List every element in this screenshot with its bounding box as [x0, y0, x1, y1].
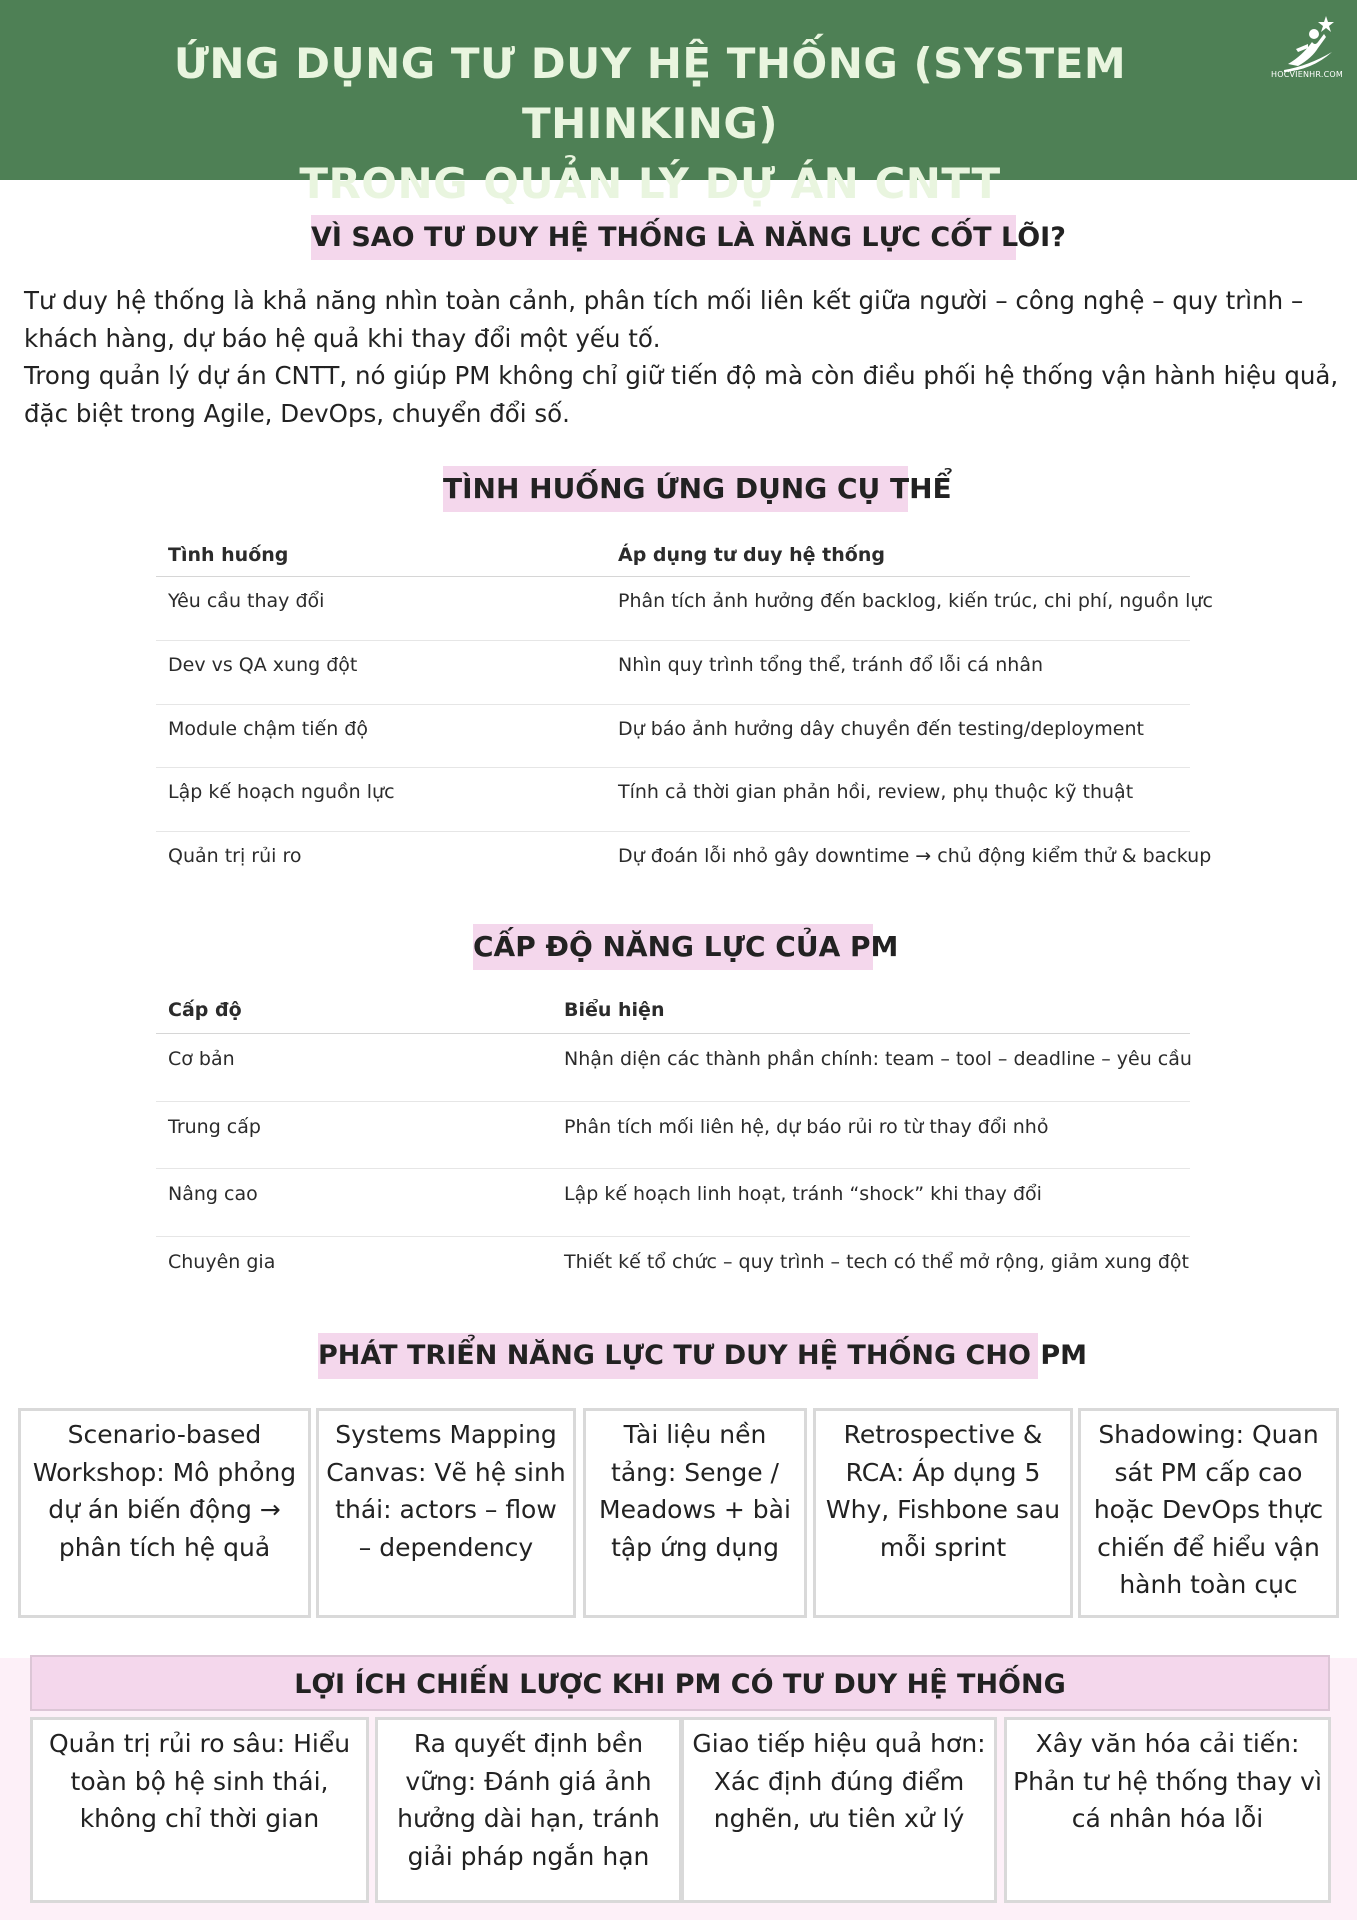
title-line-1: ỨNG DỤNG TƯ DUY HỆ THỐNG (SYSTEM THINKING): [173, 39, 1127, 148]
table-cell: Quản trị rủi ro: [168, 845, 302, 868]
table-row: [156, 1169, 1190, 1237]
levels-table: [156, 982, 1190, 1304]
table-cell: Chuyên gia: [168, 1250, 276, 1273]
table-cell: Lập kế hoạch nguồn lực: [168, 781, 395, 804]
table-row: [156, 1034, 1190, 1102]
table-header-row: [156, 530, 1190, 577]
benefit-card: Ra quyết định bền vững: Đánh giá ảnh hưởng dài hạn, tránh giải pháp ngắn hạn: [375, 1717, 682, 1903]
table-cell: Trung cấp: [168, 1115, 261, 1138]
table-cell: Thiết kế tổ chức – quy trình – tech có thể mở rộng, giảm xung đột: [564, 1250, 1189, 1273]
benefit-card: Giao tiếp hiệu quả hơn: Xác định đúng điểm nghẽn, ưu tiên xử lý: [681, 1717, 997, 1903]
develop-card: Tài liệu nền tảng: Senge / Meadows + bài tập ứng dụng: [583, 1408, 807, 1618]
levels-heading: CẤP ĐỘ NĂNG LỰC CỦA PM: [473, 924, 873, 970]
table-cell: Dev vs QA xung đột: [168, 653, 358, 676]
table-cell: Nâng cao: [168, 1183, 258, 1206]
why-heading: VÌ SAO TƯ DUY HỆ THỐNG LÀ NĂNG LỰC CỐT LÕI?: [311, 215, 1016, 260]
benefit-card: Xây văn hóa cải tiến: Phản tư hệ thống thay vì cá nhân hóa lỗi: [1004, 1717, 1331, 1903]
benefit-card: Quản trị rủi ro sâu: Hiểu toàn bộ hệ sinh thái, không chỉ thời gian: [30, 1717, 369, 1903]
develop-card: Shadowing: Quan sát PM cấp cao hoặc DevOps thực chiến để hiểu vận hành toàn cục: [1078, 1408, 1339, 1618]
table-cell: Phân tích mối liên hệ, dự báo rủi ro từ thay đổi nhỏ: [564, 1115, 1049, 1138]
situations-heading: TÌNH HUỐNG ỨNG DỤNG CỤ THỂ: [443, 466, 908, 512]
intro-paragraph-1: Tư duy hệ thống là khả năng nhìn toàn cảnh, phân tích mối liên kết giữa người – công nghệ – quy trình – khách hàng, dự báo hệ quả khi thay đổi một yếu tố.: [24, 286, 1304, 353]
logo-text: HOCVIENHR.COM: [1271, 70, 1343, 79]
table-cell: Nhận diện các thành phần chính: team – tool – deadline – yêu cầu: [564, 1048, 1192, 1070]
develop-heading: PHÁT TRIỂN NĂNG LỰC TƯ DUY HỆ THỐNG CHO PM: [318, 1333, 1038, 1379]
table-row: [156, 1237, 1190, 1305]
intro-text: [24, 282, 1339, 432]
table-row: [156, 705, 1190, 769]
develop-card: Retrospective & RCA: Áp dụng 5 Why, Fishbone sau mỗi sprint: [813, 1408, 1073, 1618]
title-line-2: TRONG QUẢN LÝ DỰ ÁN CNTT: [299, 159, 1001, 208]
table-cell: Phân tích ảnh hưởng đến backlog, kiến trúc, chi phí, nguồn lực: [618, 590, 1213, 612]
column-header: Cấp độ: [168, 999, 242, 1021]
table-row: [156, 577, 1213, 641]
page-title: [80, 34, 1220, 214]
table-cell: Module chậm tiến độ: [168, 717, 368, 740]
column-header: Tình huống: [168, 544, 289, 566]
table-row: [156, 768, 1190, 832]
column-header: Biểu hiện: [564, 999, 665, 1021]
table-row: [156, 641, 1190, 705]
table-header-row: [156, 982, 1190, 1034]
benefits-heading: LỢI ÍCH CHIẾN LƯỢC KHI PM CÓ TƯ DUY HỆ THỐNG: [30, 1655, 1330, 1711]
table-cell: Dự đoán lỗi nhỏ gây downtime → chủ động kiểm thử & backup: [618, 845, 1212, 868]
intro-paragraph-2: Trong quản lý dự án CNTT, nó giúp PM không chỉ giữ tiến độ mà còn điều phối hệ thống vận hành hiệu quả, đặc biệt trong Agile, DevOps, chuyển đổi số.: [24, 361, 1339, 428]
table-row: [156, 832, 1212, 896]
table-cell: Lập kế hoạch linh hoạt, tránh “shock” khi thay đổi: [564, 1183, 1042, 1206]
table-cell: Nhìn quy trình tổng thể, tránh đổ lỗi cá nhân: [618, 653, 1044, 676]
table-cell: Yêu cầu thay đổi: [168, 590, 325, 612]
table-cell: Tính cả thời gian phản hồi, review, phụ thuộc kỹ thuật: [618, 781, 1134, 804]
table-cell: Cơ bản: [168, 1048, 235, 1070]
table-row: [156, 1102, 1190, 1170]
table-cell: Dự báo ảnh hưởng dây chuyền đến testing/deployment: [618, 717, 1144, 740]
develop-card: Scenario-based Workshop: Mô phỏng dự án biến động → phân tích hệ quả: [18, 1408, 311, 1618]
develop-card: Systems Mapping Canvas: Vẽ hệ sinh thái: actors – flow – dependency: [316, 1408, 576, 1618]
header-banner: [0, 0, 1357, 208]
column-header: Áp dụng tư duy hệ thống: [618, 544, 885, 566]
situations-table: [156, 530, 1213, 896]
